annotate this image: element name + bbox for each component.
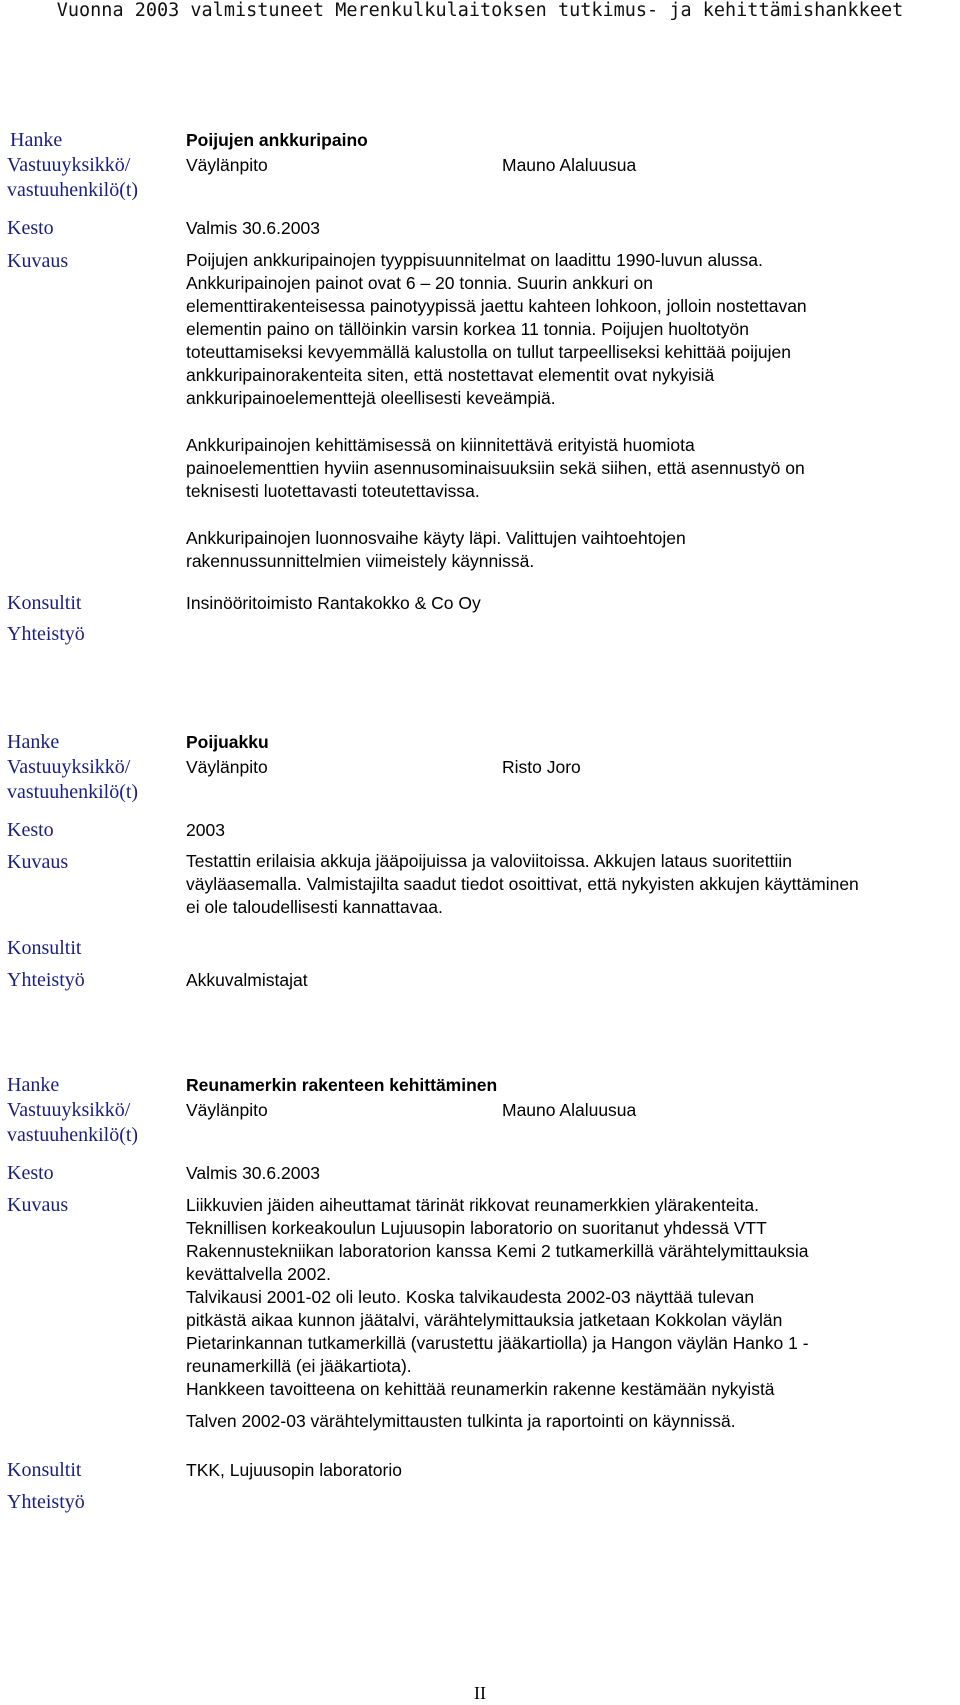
description-line: Pietarinkannan tutkamerkillä (varustettu jääkartiolla) ja Hangon väylän Hanko 1 -	[186, 1333, 809, 1353]
project-consultants: Insinööritoimisto Rantakokko & Co Oy	[186, 593, 481, 613]
label-konsultit: Konsultit	[7, 937, 82, 959]
description-line: teknisesti luotettavasti toteutettavissa.	[186, 481, 480, 501]
project-description	[186, 527, 956, 573]
label-konsultit: Konsultit	[7, 1459, 82, 1481]
label-vastuuyksikko: Vastuuyksikkö/	[7, 154, 131, 176]
description-line: Talven 2002-03 värähtelymittausten tulkinta ja raportointi on käynnissä.	[186, 1411, 736, 1431]
responsible-unit: Väylänpito	[186, 1100, 268, 1120]
description-line: elementin paino on tällöinkin varsin korkea 11 tonnia. Poijujen huoltotyön	[186, 319, 749, 339]
label-yhteistyo: Yhteistyö	[7, 1491, 85, 1513]
project-description	[186, 850, 956, 919]
label-kesto: Kesto	[7, 217, 54, 239]
project-description	[186, 1410, 956, 1433]
description-line: Liikkuvien jäiden aiheuttamat tärinät rikkovat reunamerkkien ylärakenteita.	[186, 1195, 759, 1215]
description-line: pitkästä aikaa kunnon jäätalvi, värähtelymittauksia jatketaan Kokkolan väylän	[186, 1310, 783, 1330]
project-duration: Valmis 30.6.2003	[186, 218, 320, 238]
label-vastuuyksikko: Vastuuyksikkö/	[7, 756, 131, 778]
description-line: Ankkuripainojen luonnosvaihe käyty läpi. Valittujen vaihtoehtojen	[186, 528, 686, 548]
description-line: Testattin erilaisia akkuja jääpoijuissa ja valoviitoissa. Akkujen lataus suoritettiin	[186, 851, 793, 871]
project-cooperation: Akkuvalmistajat	[186, 970, 308, 990]
label-vastuuhenkilo: vastuuhenkilö(t)	[7, 781, 139, 803]
description-line: ankkuripainorakenteita siten, että nostettavat elementit ovat nykyisiä	[186, 365, 715, 385]
description-line: reunamerkillä (ei jääkartiota).	[186, 1356, 412, 1376]
description-line: ankkuripainoelementtejä oleellisesti keveämpiä.	[186, 388, 556, 408]
label-hanke: Hanke	[10, 129, 63, 151]
responsible-person: Mauno Alaluusua	[502, 155, 637, 175]
label-kesto: Kesto	[7, 819, 54, 841]
label-vastuuyksikko: Vastuuyksikkö/	[7, 1099, 131, 1121]
description-line: elementtirakenteisessa painotyypissä jaettu kahteen lohkoon, jolloin nostettavan	[186, 296, 807, 316]
project-duration: 2003	[186, 820, 225, 840]
responsible-person: Mauno Alaluusua	[502, 1100, 637, 1120]
description-line: painoelementtien hyviin asennusominaisuuksiin sekä siihen, että asennustyö on	[186, 458, 805, 478]
label-kuvaus: Kuvaus	[7, 1194, 69, 1216]
responsible-person: Risto Joro	[502, 757, 581, 777]
project-duration: Valmis 30.6.2003	[186, 1163, 320, 1183]
project-name: Poijuakku	[186, 732, 269, 752]
responsible-unit: Väylänpito	[186, 757, 268, 777]
page-number: II	[474, 1683, 486, 1703]
project-consultants: TKK, Lujuusopin laboratorio	[186, 1460, 402, 1480]
description-line: Talvikausi 2001-02 oli leuto. Koska talvikaudesta 2002-03 näyttää tulevan	[186, 1287, 755, 1307]
label-kuvaus: Kuvaus	[7, 250, 69, 272]
label-yhteistyo: Yhteistyö	[7, 623, 85, 645]
description-line: väyläasemalla. Valmistajilta saadut tiedot osoittivat, että nykyisten akkujen käyttäminen	[186, 874, 859, 894]
description-line: Poijujen ankkuripainojen tyyppisuunnitelmat on laadittu 1990-luvun alussa.	[186, 250, 763, 270]
project-description	[186, 434, 956, 503]
description-line: toteuttamiseksi kevyemmällä kalustolla on tullut tarpeelliseksi kehittää poijujen	[186, 342, 792, 362]
description-line: Ankkuripainojen kehittämisessä on kiinnitettävä erityistä huomiota	[186, 435, 695, 455]
description-line: Ankkuripainojen painot ovat 6 – 20 tonnia. Suurin ankkuri on	[186, 273, 653, 293]
responsible-unit: Väylänpito	[186, 155, 268, 175]
project-description	[186, 249, 956, 410]
project-name: Reunamerkin rakenteen kehittäminen	[186, 1075, 498, 1095]
description-line: rakennussunnittelmien viimeistely käynnissä.	[186, 551, 535, 571]
label-hanke: Hanke	[7, 731, 60, 753]
label-konsultit: Konsultit	[7, 592, 82, 614]
description-line: Teknillisen korkeakoulun Lujuusopin laboratorio on suoritanut yhdessä VTT	[186, 1218, 767, 1238]
project-description	[186, 1194, 956, 1401]
description-line: Rakennustekniikan laboratorion kanssa Kemi 2 tutkamerkillä värähtelymittauksia	[186, 1241, 809, 1261]
label-hanke: Hanke	[7, 1074, 60, 1096]
label-vastuuhenkilo: vastuuhenkilö(t)	[7, 179, 139, 201]
project-name: Poijujen ankkuripaino	[186, 130, 368, 150]
description-line: Hankkeen tavoitteena on kehittää reunamerkin rakenne kestämään nykyistä	[186, 1379, 775, 1399]
description-line: ei ole taloudellisesti kannattavaa.	[186, 897, 443, 917]
label-yhteistyo: Yhteistyö	[7, 969, 85, 991]
page-header: Vuonna 2003 valmistuneet Merenkulkulaitoksen tutkimus- ja kehittämishankkeet	[56, 0, 904, 21]
label-kesto: Kesto	[7, 1162, 54, 1184]
label-kuvaus: Kuvaus	[7, 851, 69, 873]
description-line: kevättalvella 2002.	[186, 1264, 331, 1284]
label-vastuuhenkilo: vastuuhenkilö(t)	[7, 1124, 139, 1146]
